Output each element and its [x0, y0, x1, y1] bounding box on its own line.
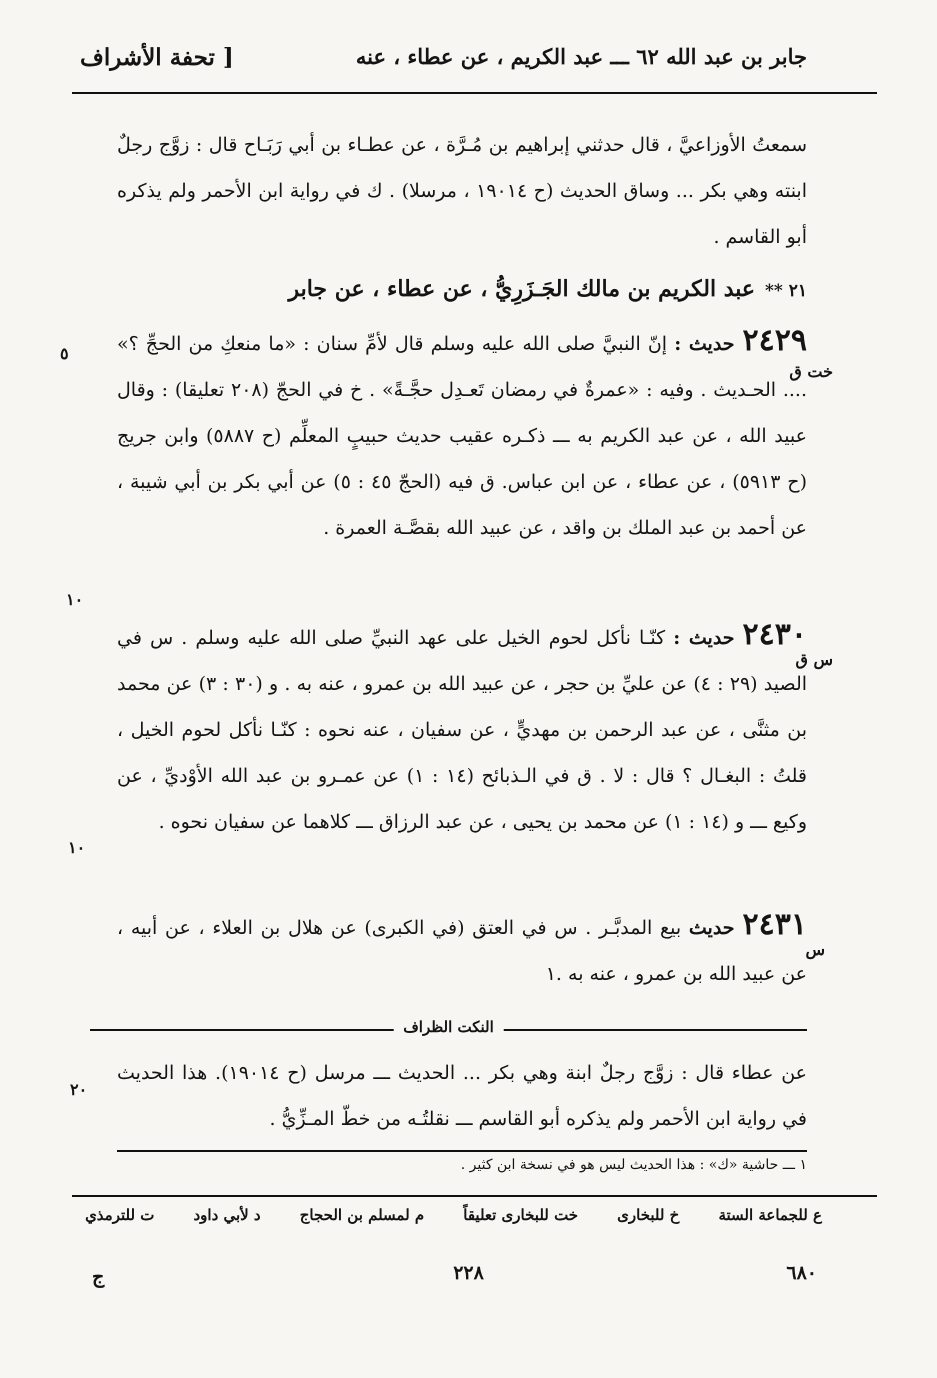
nukat-paragraph: عن عطاء قال : زوَّج رجلٌ ابنة وهي بكر ... الحديث ـــ مرسل (ح ١٩٠١٤). هذا الحديث في رواية ابن الأحمر ولم يذكره أبو القاسم ـــ نقلتُـه من خطّ المـزِّيُّ . [117, 1062, 807, 1130]
margin-line-number: ١٠ [66, 590, 84, 609]
footnote-rule [117, 1150, 807, 1152]
hadith-number: ٢٤٣٠ [742, 617, 807, 652]
margin-sigla: س ق [795, 650, 833, 669]
footnote: ١ ـــ حاشية «ك» : هذا الحديث ليس هو في نسخة ابن كثير . [460, 1157, 807, 1173]
chapter-number: ٢١ ** [765, 281, 807, 301]
chapter-title: عبد الكريم بن مالك الجَـزَرِيُّ ، عن عطاء ، عن جابر [288, 276, 756, 302]
hadith-text: بيع المدبَّـر . س في العتق (في الكبرى) عن هلال بن العلاء ، عن أبيه ، عن عبيد الله بن عمرو ، عنه به .١ [117, 917, 807, 985]
header-rule [72, 92, 877, 94]
hadith-lead: حديث [688, 917, 735, 939]
volume-page-number: ٦٨٠ [786, 1262, 817, 1284]
abbreviation-item: ت للترمذي [85, 1206, 155, 1224]
hadith-number: ٢٤٢٩ [742, 323, 807, 358]
page-number: ٢٢٨ [453, 1262, 484, 1284]
hadith-lead: حديث : [674, 333, 735, 355]
section-title: النكت الظراف [393, 1018, 504, 1036]
margin-line-number: ١٠ [68, 838, 86, 857]
running-header [80, 44, 807, 84]
abbreviation-item: خ للبخارى [617, 1206, 680, 1224]
abbreviations-rule [72, 1195, 877, 1197]
margin-sigla: خت ق [789, 362, 833, 381]
abbreviation-item: م لمسلم بن الحجاج [299, 1206, 425, 1224]
hadith-lead: حديث : [673, 627, 735, 649]
hadith-entry [117, 612, 807, 845]
opening-paragraph: سمعتُ الأوزاعيَّ ، قال حدثني إبراهيم بن مُـرَّة ، عن عطـاء بن أبي رَبَـاح قال : زوَّج رجلٌ ابنته وهي بكر ... وساق الحديث (ح ١٩٠١٤ ، مرسلا) . ك في رواية ابن الأحمر ولم يذكره أبو القاسم . [117, 134, 807, 248]
running-title: جابر بن عبد الله ٦٢ ـــ عبد الكريم ، عن عطاء ، عنه [355, 44, 807, 69]
book-title: [ تحفة الأشراف [80, 44, 234, 71]
margin-line-number: ٢٠ [70, 1080, 88, 1099]
hadith-entry [117, 902, 807, 997]
abbreviations-legend [85, 1206, 822, 1224]
hadith-text: إنّ النبيَّ صلى الله عليه وسلم قال لأمِّ سنان : «ما منعكِ من الحجِّ ؟» .... الحـديث . وفيه : «عمرةٌ في رمضان تَعـدِل حجَّـةً» . خ في الحجّ (٢٠٨ تعليقا) : وقال عبيد الله ، عن عبد الكريم به ـــ ذكـره عقيب حديث حبيبٍ المعلِّم (ح ٥٨٨٧) وابن جريج (ح ٥٩١٣) ، عن عطاء ، عن ابن عباس. ق فيه (الحجّ ٤٥ : ٥) عن أبي بكر بن أبي شيبة ، عن أحمد بن عبد الملك بن واقد ، عن عبيد الله بقصَّـة العمرة . [117, 333, 807, 539]
abbreviation-item: خت للبخارى تعليقاً [463, 1206, 579, 1224]
margin-line-mark: ٥ [60, 344, 69, 363]
abbreviation-item: ع للجماعة الستة [718, 1206, 822, 1224]
hadith-entry [117, 318, 807, 551]
margin-sigla: س [805, 940, 825, 959]
chapter-heading [288, 276, 807, 302]
signature-mark: ج [92, 1266, 105, 1288]
hadith-number: ٢٤٣١ [742, 907, 807, 942]
hadith-text: كنّـا نأكل لحوم الخيل على عهد النبيِّ صلى الله عليه وسلم . س في الصيد (٢٩ : ٤) عن عليِّ بن حجر ، عن عبيد الله بن عمرو ، عنه به . و (٣٠ : ٣) عن محمد بن مثنَّى ، عن عبد الرحمن بن مهديٍّ ، عن سفيان ، عنه نحوه : كنّـا نأكل لحوم الخيل ، قلتُ : البغـال ؟ قال : لا . ق في الـذبائح (١٤ : ١) عن عمـرو بن عبد الله الأوْديِّ ، عن وكيع ـــ و (١٤ : ١) عن محمد بن يحيى ، عن عبد الرزاق ـــ كلاهما عن سفيان نحوه . [117, 627, 808, 833]
section-divider [90, 1020, 807, 1040]
abbreviation-item: د لأبي داود [193, 1206, 261, 1224]
